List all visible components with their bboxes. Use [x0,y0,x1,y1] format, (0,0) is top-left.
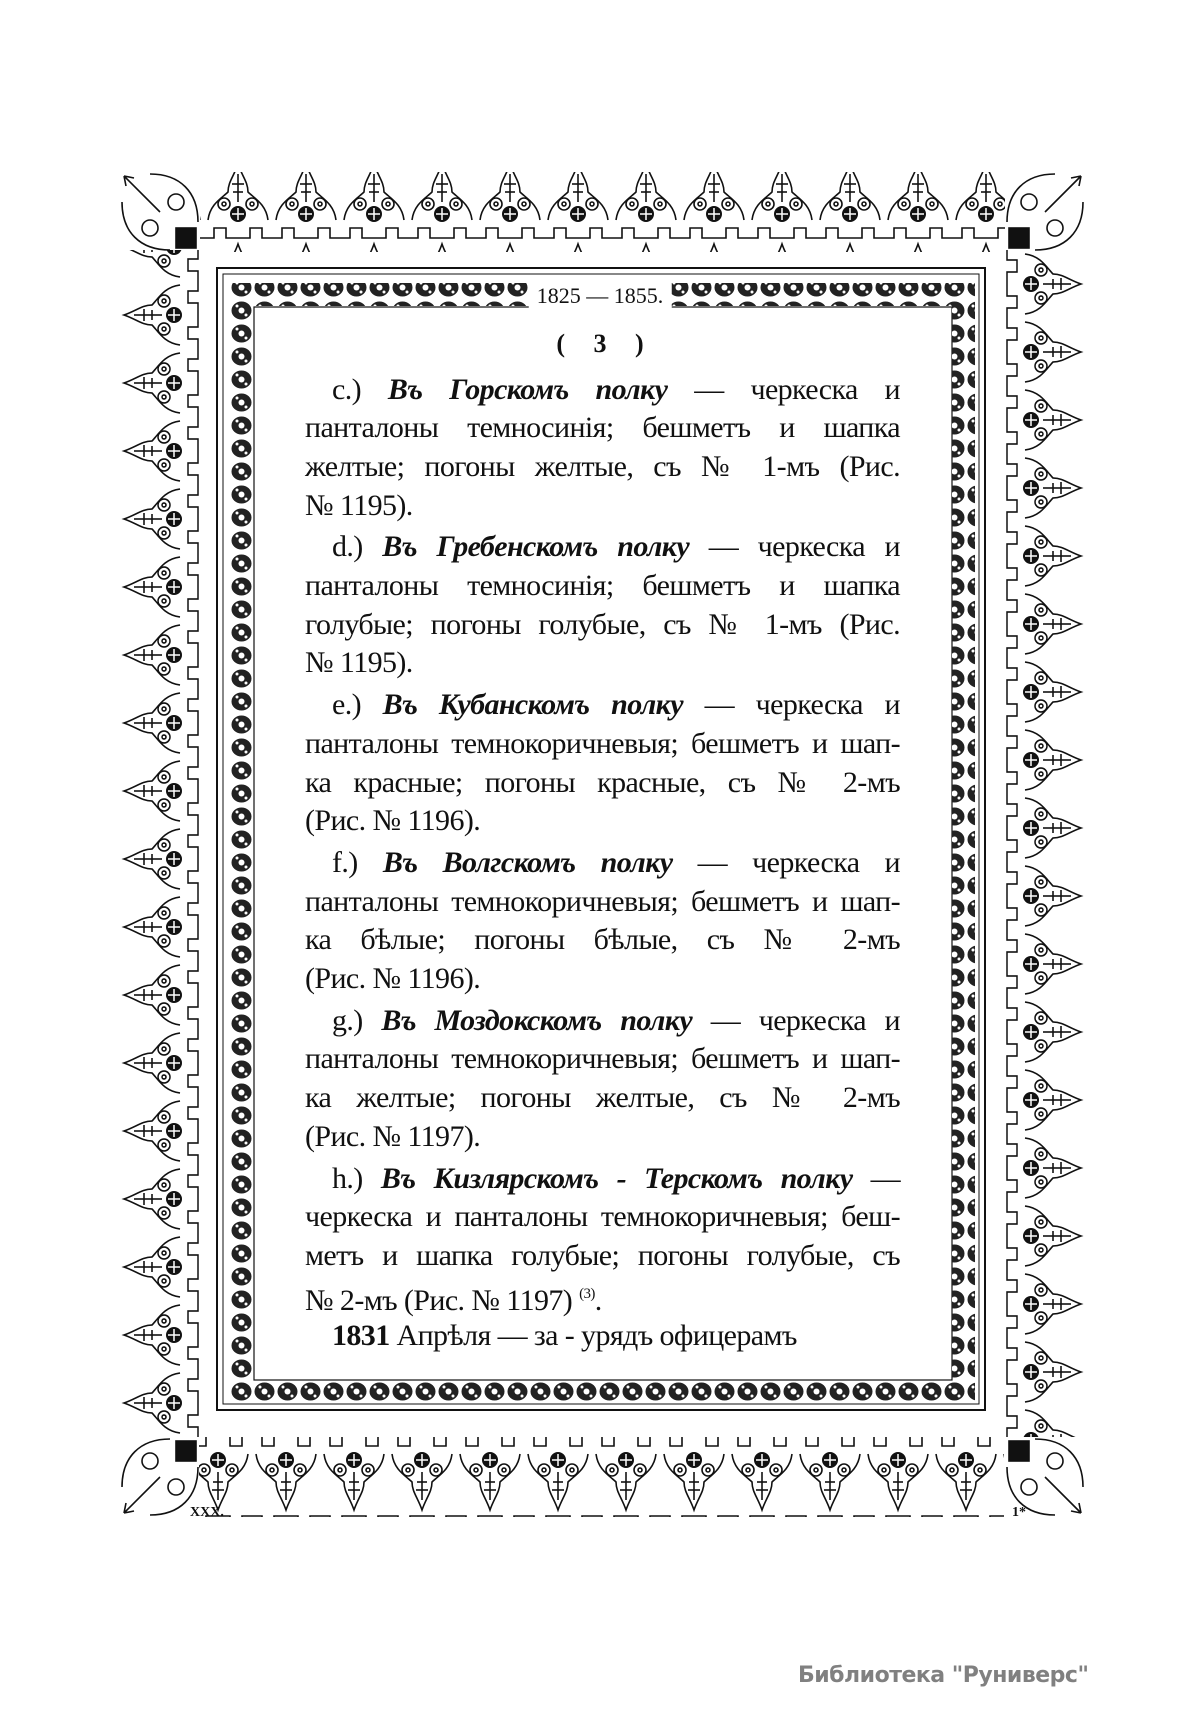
text-segment: № 2-мъ (Рис. № 1197) [305,1283,573,1317]
paragraph-first-line [332,370,900,409]
ornament-bottom [199,1437,1004,1517]
text-segment: (Рис. № 1196). [305,804,481,838]
text-segment: e.) [332,688,362,722]
text-segment: g.) [332,1003,363,1037]
ornament-top [200,172,1005,252]
text-line [305,605,900,644]
text-line [305,1197,900,1236]
text-segment: голубые; погоны голубые, съ № 1-мъ (Рис. [305,607,900,641]
text-line [305,920,900,959]
text-segment: панталоны темносинія; бешметъ и шапка [305,411,900,445]
text-line [305,486,900,525]
text-segment: ка бѣлые; погоны бѣлые, съ № 2-мъ [305,923,900,957]
text-segment: (Рис. № 1197). [305,1119,481,1153]
text-segment: панталоны темносинія; бешметъ и шапка [305,569,900,602]
regiment-name: Въ Моздокскомъ полку [381,1003,693,1037]
text-segment: черкеска и панталоны темнокоричневыя; беш- [305,1200,900,1234]
paragraph-first-line [332,685,900,724]
regiment-name: Въ Кизлярскомъ - Терскомъ полку [380,1161,853,1195]
text-segment: № 1195). [305,488,413,522]
text-line [305,1236,900,1275]
watermark: Библиотека "Руниверс" [798,1663,1089,1688]
text-segment: метъ и шапка голубые; погоны голубые, съ [305,1238,900,1272]
text-segment: желтые; погоны желтые, съ № 1-мъ (Рис. [305,449,900,483]
paragraph-first-line [332,1001,900,1040]
text-line [305,643,900,682]
text-line [305,801,900,840]
text-segment: . [594,1283,602,1317]
text-line [305,724,900,763]
paragraph-first-line [332,1159,900,1198]
text-segment: — черкеска и [710,1003,901,1037]
text-segment: № 1195). [305,646,413,680]
signature-left: XXX. [190,1505,224,1520]
paragraph-first-line [332,843,900,882]
text-segment: ка красные; погоны красные, съ № 2-мъ [305,765,900,799]
text-segment: — черкеска и [704,688,900,722]
text-segment: панталоны темнокоричневыя; бешметъ и шап- [305,884,900,918]
paragraph-first-line [332,527,900,566]
text-line [305,1078,900,1117]
footnote-ref: (3) [579,1285,595,1302]
regiment-name: Въ Волгскомъ полку [382,845,673,879]
signature-right: 1* [1012,1505,1026,1520]
text-line [305,408,900,447]
page-number: ( 3 ) [556,329,644,358]
text-segment: h.) [332,1161,363,1195]
text-segment: — черкеска и [697,845,901,879]
text-segment: f.) [332,845,358,879]
regiment-name: Въ Гребенскомъ полку [382,530,690,564]
text-line [305,447,900,486]
text-segment: ка желтые; погоны желтые, съ № 2-мъ [305,1081,900,1115]
text-segment: — [870,1161,900,1195]
regiment-name: Въ Кубанскомъ полку [382,688,683,722]
text-line [305,959,900,998]
text-segment: (Рис. № 1196). [305,962,481,995]
paragraph-first-line [332,1316,900,1355]
text-line [305,882,900,921]
text-segment: c.) [332,372,362,406]
text-line [305,1117,900,1156]
text-line [305,566,900,605]
text-segment: панталоны темнокоричневыя; бешметъ и шап- [305,1042,900,1076]
text-line [305,1039,900,1078]
ornament-left [120,250,200,1437]
regiment-name: Въ Горскомъ полку [387,372,668,406]
text-line [305,1275,900,1317]
header-years: 1825 — 1855. [529,283,672,309]
text-line [305,763,900,802]
text-segment: d.) [332,530,363,564]
text-segment: Апрѣля — за - урядъ офицерамъ [396,1319,797,1353]
text-segment: — черкеска и [708,530,900,564]
text-segment: панталоны темнокоричневыя; бешметъ и шап- [305,726,900,760]
text-segment: 1831 [332,1319,390,1353]
ornament-right [1005,250,1085,1437]
text-segment: — черкеска и [694,372,900,406]
